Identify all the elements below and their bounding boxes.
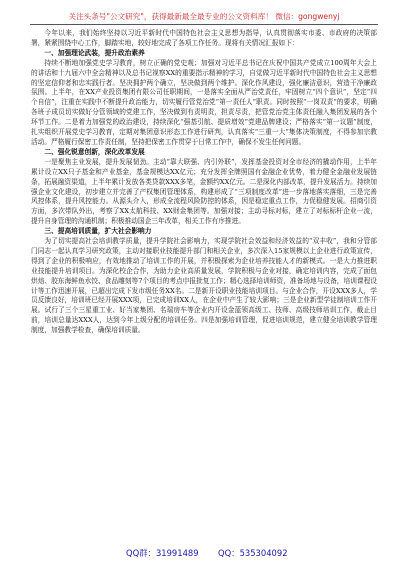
banner-text: 关注头条号"公文研究"，获得最新最全最专业的公文资料库！ 微信：gongwenyj bbox=[68, 12, 340, 21]
qq-contact-label: QQ： bbox=[218, 548, 240, 558]
section-2-heading: 二、强化锐意创新，深化改革发展 bbox=[44, 147, 145, 156]
banner-divider bbox=[30, 24, 378, 25]
section-2-paragraph: 一是聚焦主业发展，提升发展韧劲。主动“靠大联强、内引外联”，发挥基金投资对全市经济的撬动作用，上半年累计设立XX只子基金和产业基金，基金规模达XX亿元；充分发挥全牌照国有金融企业优势，着力健全金融业发展链条，拓展融资渠道，上半年累计发放各类贷款XXX多笔，金额约XX亿元。二是深化内部改革，提升发展活力。持续加强企业文化建设，初步建立并完善了产权集团管理体系，构建形成了“三项制度改革”进一步落地落实落细，三是完善风控体系，提升风控能力。从源头介入，形成全流程风险防控的体系，因是稳定重点工作，力促稳健发展。招商引资方面，多次带队外出，考察了XX太航科技、XX财金集团等。加强对接；主动寻标对标，建立了对标标杆企业一流，提升自身管理的沟通机制；积极推动国企三年改革，相关工作有序推进。 bbox=[31, 157, 377, 226]
qq-contact-number: 535304092 bbox=[239, 548, 288, 558]
section-3-paragraph: 为了切实提高社会培训教学质量，提升学院社会影响力，实现学院社会效益和经济效益的“双丰收”，我和分管部门同志一起认真学习研究政策，主动对接职业技能提升部门和相关企业，多次深入15家规模以上企业进行政策宣传，得到了企业的积极响应，有效地推动了培训工作的开展，并积极探索为企业培养技能人才的新模式。一是大力推进职业技能提升培训项目。为深化校企合作，为助力企业高质量发展，学院积极与企业对接，确定培训内容，完成了面包烘焙、胶东海鲜鱼水饺、食品雕刻等7个项目的考点申报批复工作；精心选择培训师资，准备场地与设备，培训课程设计等工作迅速开展，已超出完成下发市级任务XX名。二是新开设职业技能培训项目。与企业合作，开设XXX多人，学员反馈良好，培训班已经开展XXX项，已完成培训XX人，在企业中产生了较大影响；三是企业新型学徒制培训工作开展。试行了三个三星重工业、好当家集团、名瑞房车等企业内开设金蓝领高级工、技师、高级技师培训工作，截止目前，培训总量达XXX人，达到今年上级分配的培训任务。四是加强培训管理，促进培训规范，建立健全培训教学管理制度，加强教学检查，确保培训质量。 bbox=[31, 237, 377, 335]
section-1-heading: 一、加强理论武装，提升政治素养 bbox=[44, 48, 145, 57]
section-1-paragraph: 持续不断地加强党史学习教育，树立正确的党史观；加强对习近平总书记在庆祝中国共产党成立100周年大会上的讲话和十九届六中全会精神以及总书记视察XX的重要指示精神的学习，自觉做习近平新时代中国特色社会主义思想的坚定信仰者和忠实践行者。坚决拥护两个确立，坚决做到两个维护。深化作风建设，强化廉洁意识，营造干净廉政氛围。上半年，在XX产业投资集团有限公司任职期间，一是落实全面从严治党责任，牢固树立“四个意识”，坚定“四个自信”，注重在实践中不断提升政治能力，切实履行管党治党“第一责任人”职责。同时按照“一岗双责”的要求，明确各班子成员切实做好分管领域的党建工作，坚决做到有责明责，担责尽责，把管党治党主体责任融入集团发展的各个环节工作。二是着力加强党的政治建设，持续深化“强基引航、提质增效”党建品牌建设；严格落实“第一议题”制度，扎实组织开展党史学习教育，定期对集团意识形态工作进行研判，认真落实“三重一大”集体决策制度，不得参加宗教活动。严格履行保密工作责任制，坚持把保密工作贯穿于日常工作中，确保不发生任何问题。 bbox=[31, 58, 377, 146]
section-3-heading: 三、提高培训质量，扩大社会影响力 bbox=[44, 227, 152, 236]
qq-group bbox=[126, 547, 199, 559]
qq-group-label: QQ群： bbox=[126, 548, 156, 558]
document-body bbox=[31, 29, 377, 336]
intro-paragraph: 今年以来，我们始终坚持以习近平新时代中国特色社会主义思想为指导，认真贯彻落实市委、市政府的决策部署，紧紧围绕中心工作，脚踏实地，较好地完成了各项工作任务。现将有关情况汇报如下： bbox=[31, 29, 377, 47]
qq-contact bbox=[218, 547, 288, 559]
banner-notice bbox=[30, 12, 378, 22]
qq-group-number: 31991489 bbox=[155, 548, 199, 558]
